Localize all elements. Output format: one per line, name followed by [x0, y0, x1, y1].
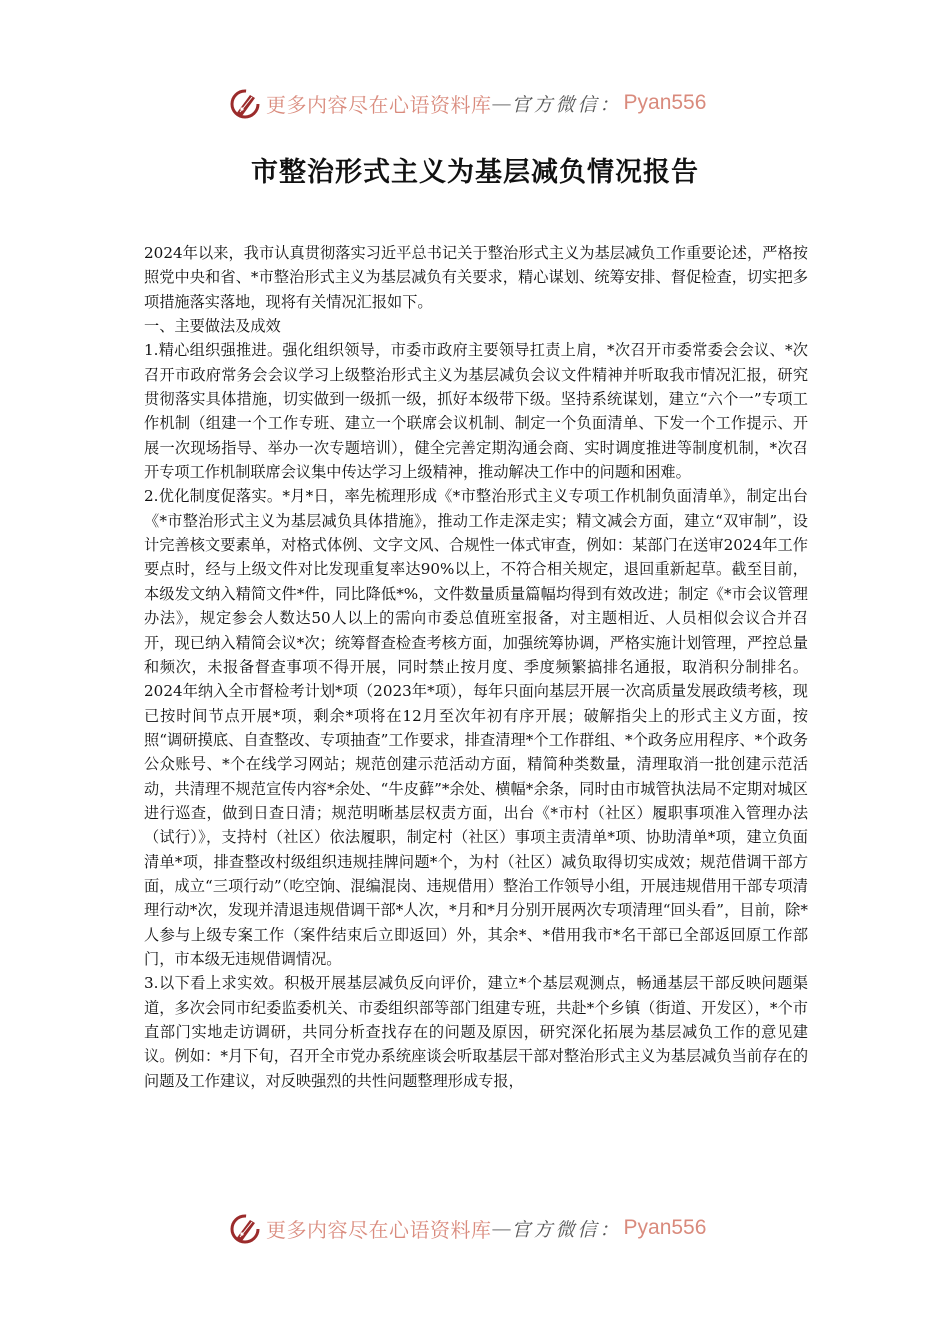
- pen-nib-logo-icon: [228, 86, 262, 120]
- body-paragraph-2: 2.优化制度促落实。*月*日，率先梳理形成《*市整治形式主义专项工作机制负面清单》，制定出台《*市整治形式主义为基层减负具体措施》，推动工作走深走实；精文减会方面，建立“双审制”，设计完善核文要素单，对格式体例、文字文风、合规性一体式审查，例如：某部门在送审2024年工作要点时，经与上级文件对比发现重复率达90%以上，不符合相关规定，退回重新起草。截至目前，本级发文纳入精简文件*件，同比降低*%，文件数量质量篇幅均得到有效改进；制定《*市会议管理办法》，规定参会人数达50人以上的需向市委总值班室报备，对主题相近、人员相似会议合并召开，现已纳入精简会议*次；统筹督查检查考核方面，加强统筹协调，严格实施计划管理，严控总量和频次，未报备督查事项不得开展，同时禁止按月度、季度频繁搞排名通报，取消积分制排名。2024年纳入全市督检考计划*项（2023年*项），每年只面向基层开展一次高质量发展政绩考核，现已按时间节点开展*项，剩余*项将在12月至次年初有序开展；破解指尖上的形式主义方面，按照“调研摸底、自查整改、专项抽查”工作要求，排查清理*个工作群组、*个政务应用程序、*个政务公众账号、*个在线学习网站；规范创建示范活动方面，精简种类数量，清理取消一批创建示范活动，共清理不规范宣传内容*余处、“牛皮藓”*余处、横幅*余条，同时由市城管执法局不定期对城区进行巡查，做到日查日清；规范明晰基层权责方面，出台《*市村（社区）履职事项准入管理办法（试行）》，支持村（社区）依法履职，制定村（社区）事项主责清单*项、协助清单*项，建立负面清单*项，排查整改村级组织违规挂牌问题*个，为村（社区）减负取得切实成效；规范借调干部方面，成立“三项行动”（吃空饷、混编混岗、违规借用）整治工作领导小组，开展违规借用干部专项清理行动*次，发现并清退违规借调干部*人次，*月和*月分别开展两次专项清理“回头看”，目前，除*人参与上级专案工作（案件结束后立即返回）外，其余*、*借用我市*名干部已全部返回原工作部门，市本级无违规借调情况。: [144, 487, 808, 968]
- body-paragraph-1: 1.精心组织强推进。强化组织领导，市委市政府主要领导扛责上肩，*次召开市委常委会会议、*次召开市政府常务会会议学习上级整治形式主义为基层减负会议文件精神并听取我市情况汇报，研究贯彻落实具体措施，切实做到一级抓一级，抓好本级带下级。坚持系统谋划，建立“六个一”专项工作机制（组建一个工作专班、建立一个联席会议机制、制定一个负面清单、下发一个工作提示、开展一次现场指导、举办一次专题培训），健全完善定期沟通会商、实时调度推进等制度机制，*次召开专项工作机制联席会议集中传达学习上级精神，推动解决工作中的问题和困难。: [144, 341, 808, 482]
- pen-nib-logo-icon: [228, 1211, 262, 1245]
- section-heading: 一、主要做法及成效: [144, 317, 281, 336]
- document-body: [144, 241, 808, 1093]
- watermark-banner-bottom: [228, 1208, 708, 1248]
- watermark-wechat-label: 官方微信：: [511, 1218, 622, 1241]
- watermark-brand-text: 更多内容尽在心语资料库: [266, 1217, 492, 1242]
- watermark-wechat-label: 官方微信：: [511, 93, 622, 116]
- watermark-separator: —: [491, 1216, 512, 1240]
- watermark-separator: —: [491, 91, 512, 115]
- watermark-wechat-id: Pyan556: [623, 1216, 707, 1239]
- watermark-brand-text: 更多内容尽在心语资料库: [266, 92, 492, 117]
- watermark-wechat-id: Pyan556: [623, 91, 707, 114]
- intro-paragraph: 2024年以来，我市认真贯彻落实习近平总书记关于整治形式主义为基层减负工作重要论述，严格按照党中央和省、*市整治形式主义为基层减负有关要求，精心谋划、统筹安排、督促检查，切实把多项措施落实落地，现将有关情况汇报如下。: [144, 244, 808, 311]
- document-title: 市整治形式主义为基层减负情况报告: [251, 157, 699, 188]
- body-paragraph-3: 3.以下看上求实效。积极开展基层减负反向评价，建立*个基层观测点，畅通基层干部反映问题渠道，多次会同市纪委监委机关、市委组织部等部门组建专班，共赴*个乡镇（街道、开发区），*个市直部门实地走访调研，共同分析查找存在的问题及原因，研究深化拓展为基层减负工作的意见建议。例如：*月下旬，召开全市党办系统座谈会听取基层干部对整治形式主义为基层减负当前存在的问题及工作建议，对反映强烈的共性问题整理形成专报，: [144, 974, 808, 1090]
- watermark-banner-top: [228, 83, 708, 123]
